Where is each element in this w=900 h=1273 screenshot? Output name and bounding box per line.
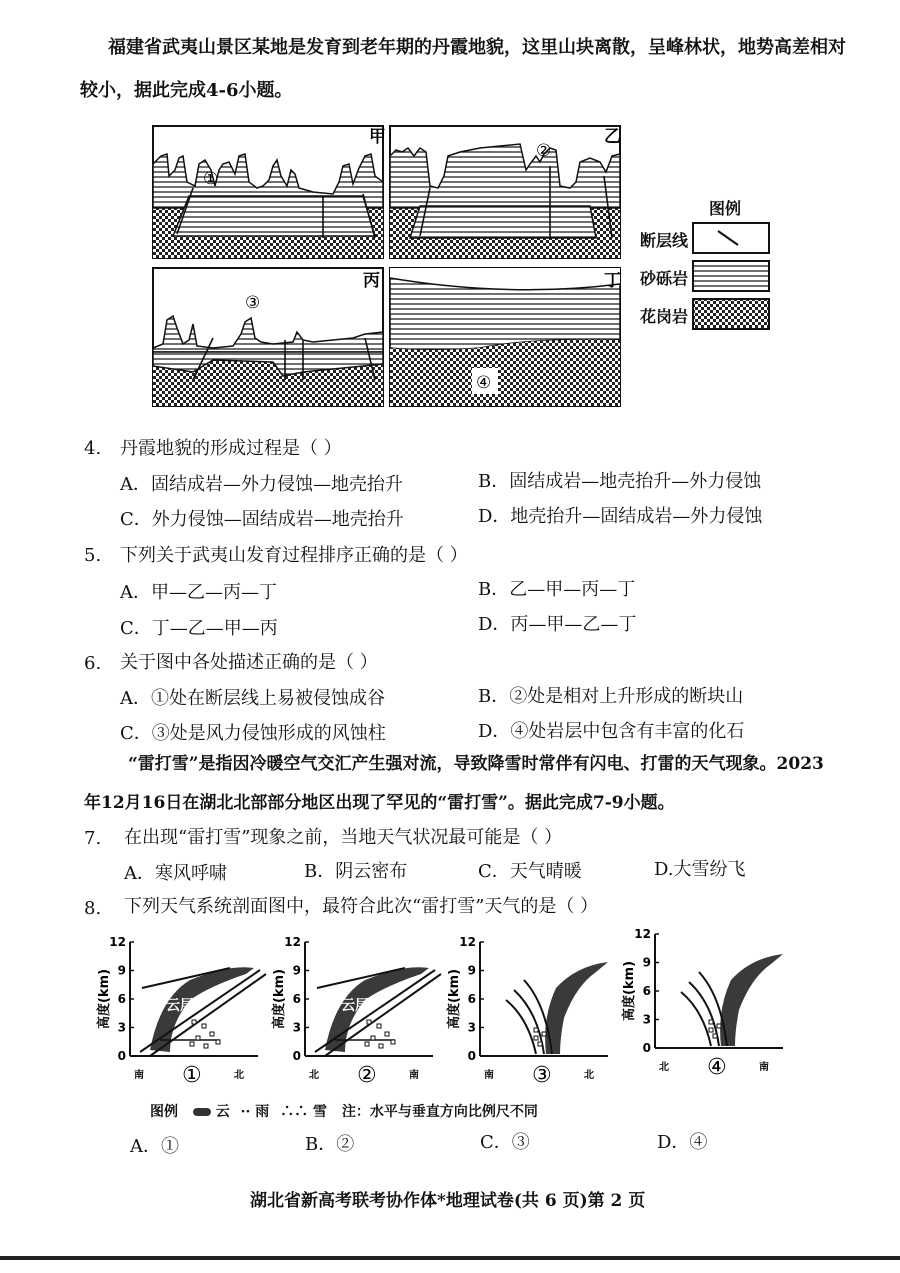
snow-mark	[391, 1040, 395, 1044]
q4-option-c: C．外力侵蚀—固结成岩—地壳抬升	[120, 509, 404, 530]
y-tick-label: 3	[117, 1020, 126, 1035]
snow-mark	[196, 1036, 200, 1040]
legend-sandstone-swatch	[692, 260, 770, 292]
snow-mark	[377, 1024, 381, 1028]
y-tick-label: 0	[467, 1049, 476, 1063]
q5-option-c: C．丁—乙—甲—丙	[120, 618, 278, 639]
legend-snow-text: 雪	[313, 1104, 327, 1120]
y-tick-label: 3	[292, 1020, 301, 1035]
marker-3: ③	[245, 293, 261, 313]
intro-line-1: 福建省武夷山景区某地是发育到老年期的丹霞地貌，这里山块离散，呈峰林状，地势高差相对	[108, 37, 846, 58]
y-tick-label: 6	[292, 992, 301, 1006]
y-tick-label: 6	[117, 992, 126, 1006]
legend-fault-label: 断层线	[640, 231, 689, 250]
marker-2: ②	[536, 141, 552, 161]
q6-number: 6.	[84, 653, 102, 674]
direction-left: 南	[134, 1070, 144, 1081]
weather-chart-2	[271, 935, 441, 1088]
y-tick-label: 12	[634, 928, 651, 941]
cloud-swatch	[193, 1108, 211, 1116]
snow-mark	[367, 1020, 371, 1024]
q7-number: 7.	[84, 828, 102, 849]
chart-marker: ③	[532, 1063, 552, 1088]
panel-label-bing: 丙	[363, 271, 380, 291]
q4-option-d: D．地壳抬升—固结成岩—外力侵蚀	[478, 506, 763, 527]
y-tick-label: 12	[459, 935, 476, 949]
snow-mark	[204, 1044, 208, 1048]
q8-option-d: D．④	[657, 1132, 708, 1153]
y-tick-label: 6	[467, 992, 476, 1006]
q8-option-a: A．①	[130, 1136, 179, 1157]
direction-right: 北	[234, 1070, 244, 1081]
q4-number: 4.	[84, 438, 102, 459]
snow-mark	[709, 1028, 713, 1032]
chart-marker: ④	[707, 1055, 727, 1080]
y-tick-label: 6	[642, 984, 651, 998]
q6-option-d: D．④处岩层中包含有丰富的化石	[478, 721, 745, 742]
weather-legend	[150, 1101, 538, 1121]
intro2-line-1: “雷打雪”是指因冷暖空气交汇产生强对流，导致降雪时常伴有闪电、打雷的天气现象。2023	[128, 754, 824, 774]
weather-charts	[90, 928, 850, 1088]
q4-option-b: B．固结成岩—地壳抬升—外力侵蚀	[478, 471, 762, 492]
q7-option-b: B．阴云密布	[304, 861, 408, 882]
legend-fault-swatch	[692, 222, 770, 254]
snow-mark	[385, 1032, 389, 1036]
panel-ding	[390, 268, 621, 406]
snow-mark	[192, 1020, 196, 1024]
panel-bing	[153, 268, 383, 406]
front-line	[506, 1000, 536, 1054]
marker-4: ④	[476, 373, 492, 393]
q7-option-d: D.大雪纷飞	[654, 859, 746, 880]
q6-option-b: B．②处是相对上升形成的断块山	[478, 686, 744, 707]
q4-stem: 丹霞地貌的形成过程是（ ）	[120, 438, 342, 459]
y-axis-label: 高度(km)	[97, 968, 112, 1030]
q8-option-c: C．③	[480, 1132, 530, 1153]
direction-right: 南	[759, 1062, 769, 1073]
intro-line-2: 较小，据此完成4-6小题。	[80, 80, 293, 101]
y-tick-label: 3	[642, 1012, 651, 1027]
q4-option-a: A．固结成岩—外力侵蚀—地壳抬升	[120, 474, 403, 495]
snow-mark	[202, 1024, 206, 1028]
y-tick-label: 0	[642, 1041, 651, 1055]
weather-chart-4	[621, 928, 783, 1080]
snow-mark	[210, 1032, 214, 1036]
panel-yi	[390, 126, 621, 258]
q5-option-a: A．甲—乙—丙—丁	[120, 582, 277, 603]
y-tick-label: 9	[642, 955, 651, 970]
snow-mark	[538, 1042, 542, 1046]
cloud-layer	[720, 954, 783, 1046]
front-line	[681, 992, 711, 1046]
panel-jia	[153, 126, 386, 258]
y-axis-label: 高度(km)	[272, 968, 287, 1030]
snow-mark	[365, 1042, 369, 1046]
cloud-label: 云层	[166, 998, 194, 1014]
q8-number: 8.	[84, 898, 102, 919]
q7-option-a: A．寒风呼啸	[124, 863, 227, 884]
q5-option-d: D．丙—甲—乙—丁	[478, 614, 637, 635]
y-tick-label: 3	[467, 1020, 476, 1035]
q5-stem: 下列关于武夷山发育过程排序正确的是（ ）	[120, 545, 468, 566]
snow-mark	[216, 1040, 220, 1044]
scale-note: 注：水平与垂直方向比例尺不同	[341, 1104, 538, 1120]
q7-stem: 在出现“雷打雪”现象之前，当地天气状况最可能是（ ）	[124, 827, 563, 848]
panel-label-ding: 丁	[604, 271, 621, 291]
marker-1: ①	[203, 169, 219, 189]
bottom-rule	[0, 1256, 900, 1260]
y-tick-label: 0	[292, 1049, 301, 1063]
direction-right: 北	[584, 1070, 594, 1081]
direction-right: 南	[409, 1070, 419, 1081]
y-tick-label: 12	[284, 935, 301, 949]
legend-rain-text: 雨	[255, 1104, 270, 1120]
weather-chart-1	[96, 935, 266, 1088]
q8-stem: 下列天气系统剖面图中，最符合此次“雷打雪”天气的是（ ）	[124, 896, 599, 917]
snow-mark	[190, 1042, 194, 1046]
page-footer: 湖北省新高考联考协作体*地理试卷(共 6 页)第 2 页	[250, 1191, 646, 1211]
panel-label-yi: 乙	[604, 127, 621, 147]
direction-left: 南	[484, 1070, 494, 1081]
snow-mark	[371, 1036, 375, 1040]
direction-left: 北	[309, 1070, 319, 1081]
cloud-label: 云层	[739, 1004, 755, 1030]
snow-mark	[534, 1028, 538, 1032]
snow-mark	[534, 1036, 538, 1040]
rain-swatch: ··	[240, 1104, 251, 1120]
q5-option-b: B．乙—甲—丙—丁	[478, 579, 636, 600]
q6-option-a: A．①处在断层线上易被侵蚀成谷	[120, 688, 385, 709]
geology-figure	[150, 122, 630, 412]
legend-sandstone-label: 砂砾岩	[640, 269, 689, 288]
y-tick-label: 0	[117, 1049, 126, 1063]
legend-granite-swatch	[692, 298, 770, 330]
y-tick-label: 9	[467, 963, 476, 978]
y-tick-label: 12	[109, 935, 126, 949]
q6-option-c: C．③处是风力侵蚀形成的风蚀柱	[120, 723, 386, 744]
snow-mark	[713, 1034, 717, 1038]
panel-label-jia: 甲	[369, 127, 386, 147]
snow-mark	[379, 1044, 383, 1048]
q7-option-c: C．天气晴暖	[478, 861, 582, 882]
legend-title: 图例	[709, 199, 742, 218]
legend-granite-label: 花岗岩	[640, 307, 689, 326]
y-axis-label: 高度(km)	[622, 960, 637, 1022]
y-tick-label: 9	[117, 963, 126, 978]
weather-charts-svg	[90, 928, 850, 1088]
cloud-label: 云层	[564, 1012, 580, 1038]
snow-swatch: ∴∴	[280, 1104, 309, 1120]
snow-mark	[717, 1024, 721, 1028]
cloud-layer	[545, 962, 608, 1054]
direction-left: 北	[659, 1062, 669, 1073]
snow-mark	[542, 1032, 546, 1036]
y-axis-label: 高度(km)	[447, 968, 462, 1030]
snow-mark	[709, 1020, 713, 1024]
q5-number: 5.	[84, 545, 102, 566]
y-tick-label: 9	[292, 963, 301, 978]
intro2-line-2: 年12月16日在湖北北部部分地区出现了罕见的“雷打雪”。据此完成7-9小题。	[84, 793, 675, 813]
cloud-label: 云层	[341, 998, 369, 1014]
q6-stem: 关于图中各处描述正确的是（ ）	[120, 652, 378, 673]
weather-legend-label: 图例	[150, 1104, 178, 1120]
legend-cloud-text: 云	[215, 1104, 230, 1120]
weather-chart-3	[446, 935, 608, 1088]
q8-option-b: B．②	[305, 1134, 355, 1155]
chart-marker: ②	[357, 1063, 377, 1088]
chart-marker: ①	[182, 1063, 202, 1088]
